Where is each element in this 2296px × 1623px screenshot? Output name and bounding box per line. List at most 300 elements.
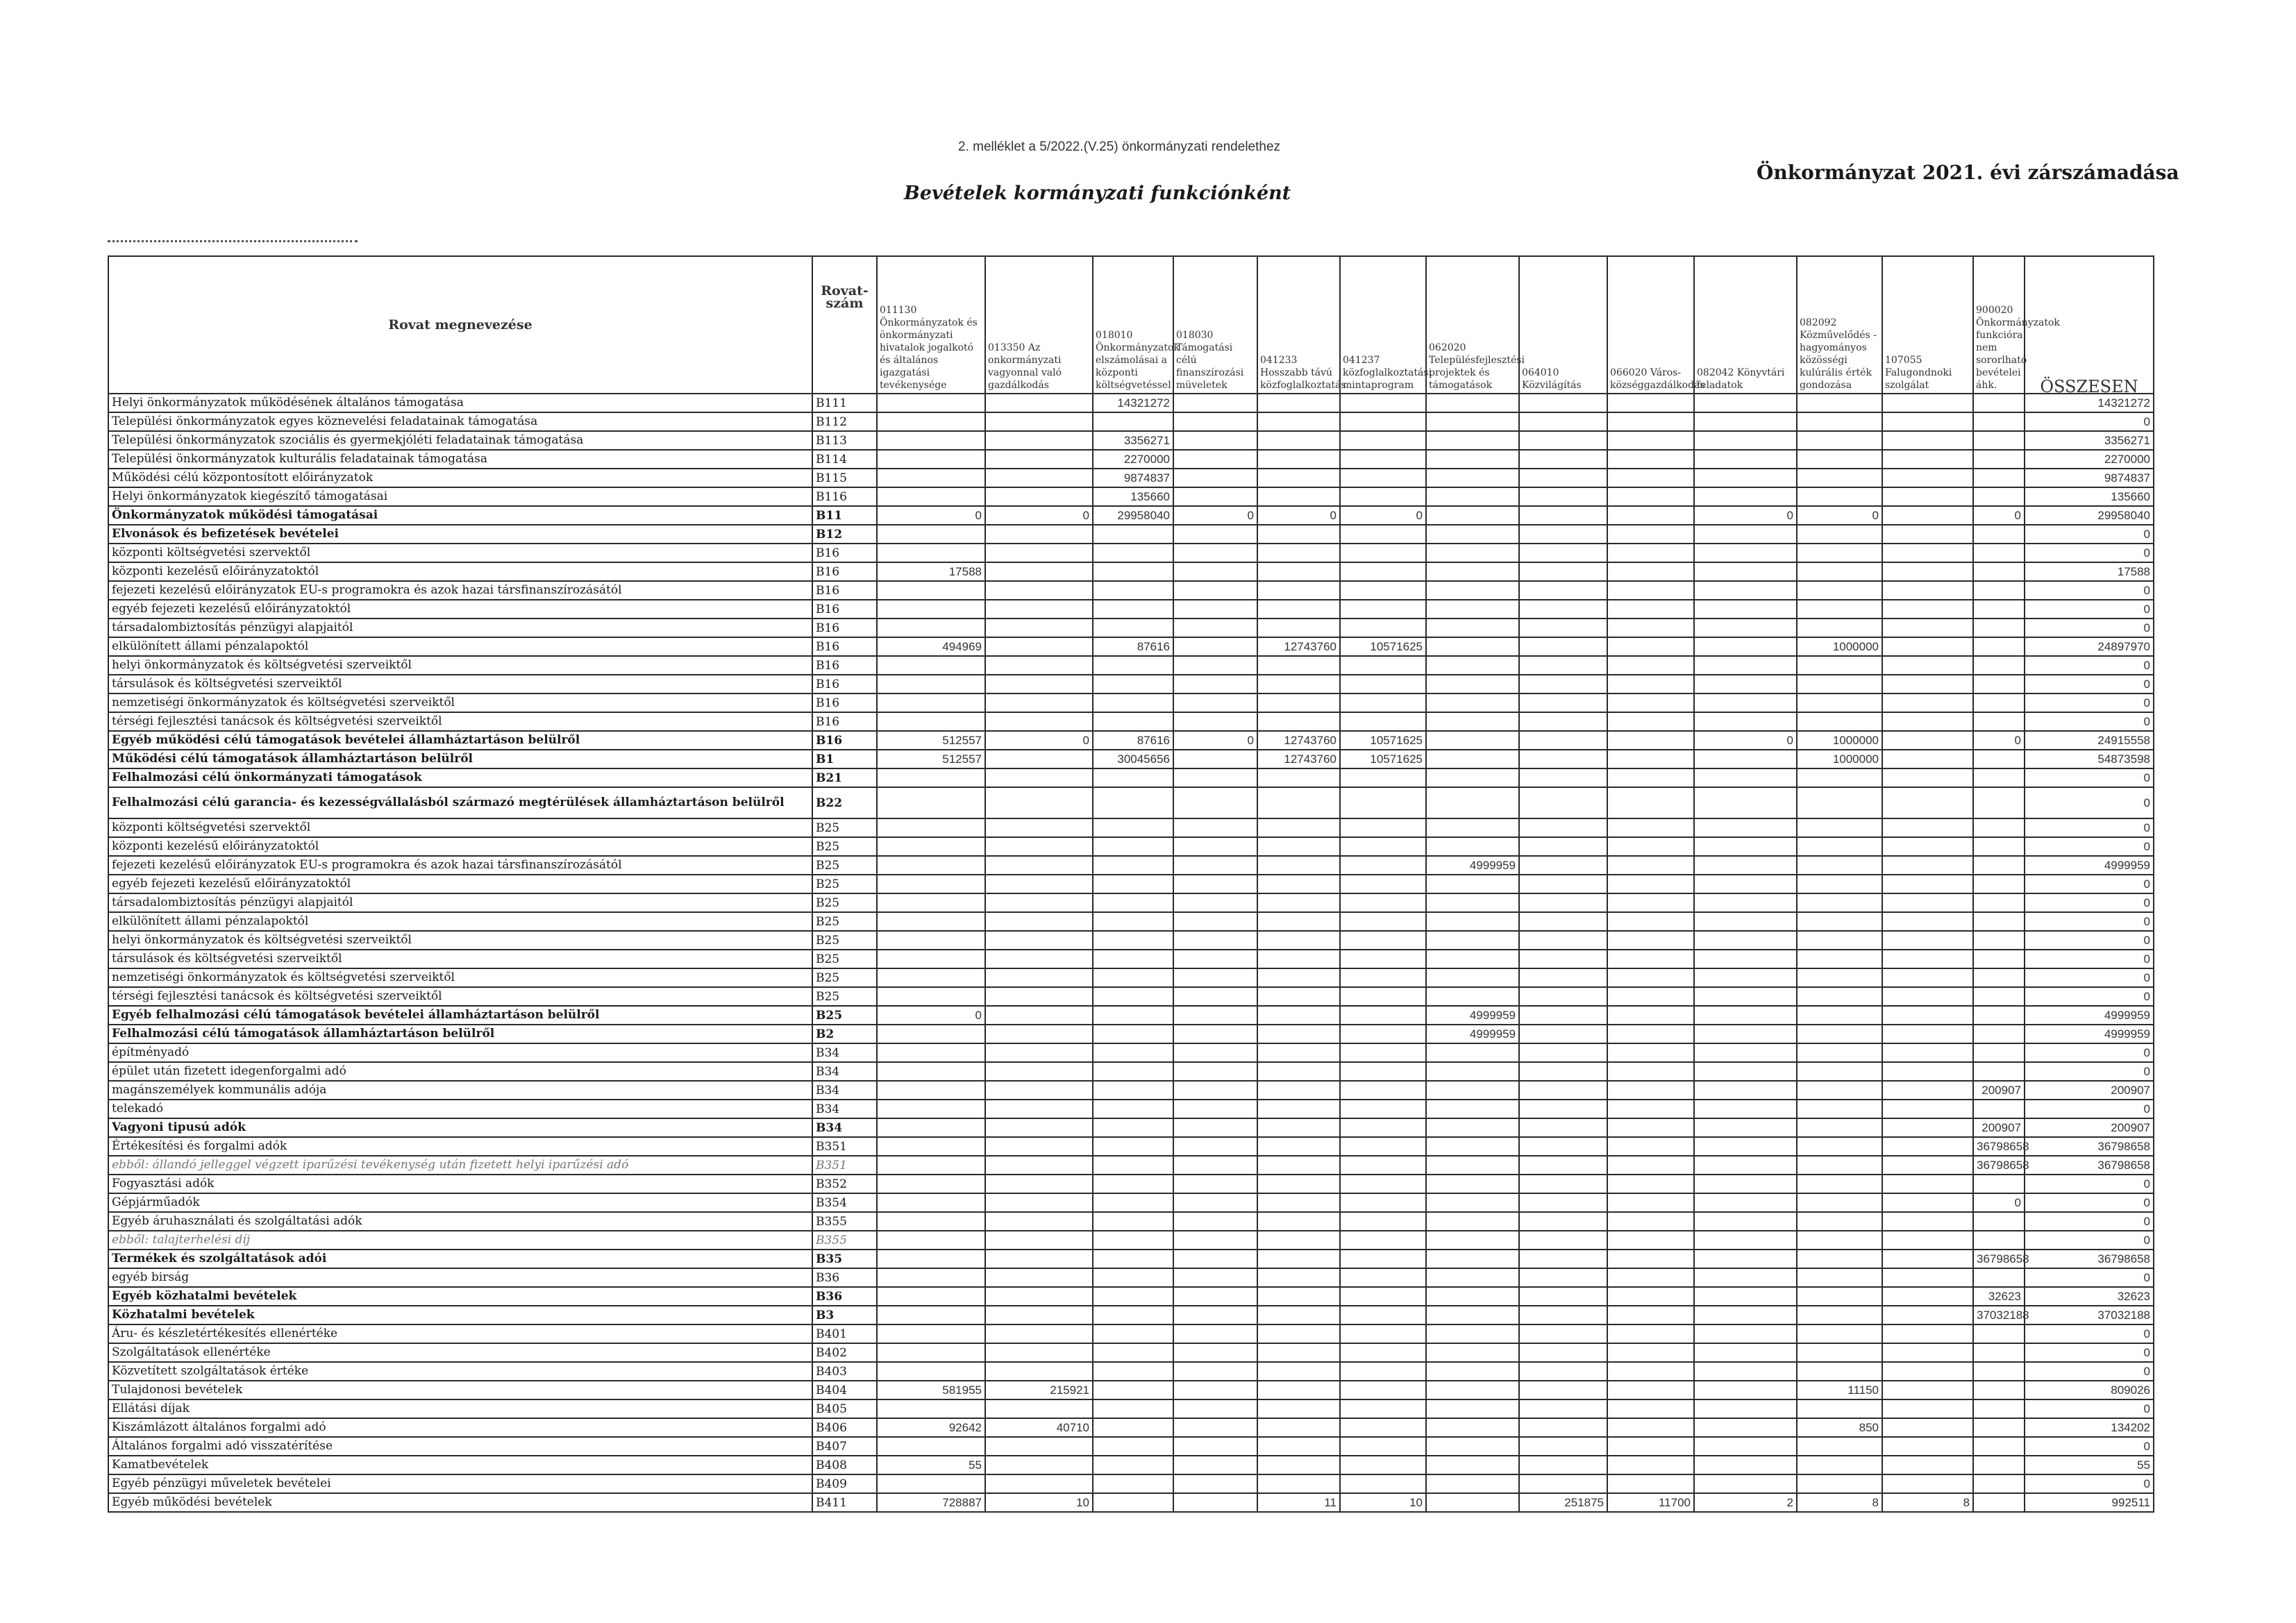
cell-value bbox=[1519, 750, 1607, 768]
row-code: B114 bbox=[812, 450, 877, 469]
cell-value bbox=[1882, 675, 1973, 693]
cell-value bbox=[1340, 1043, 1426, 1062]
column-header-function: 082092 Közművelődés - hagyományos közösségi kulúrális érték gondozása bbox=[1797, 256, 1882, 394]
cell-value bbox=[1426, 1231, 1519, 1250]
cell-value bbox=[1257, 1456, 1340, 1474]
cell-value bbox=[877, 656, 985, 675]
cell-value bbox=[985, 656, 1093, 675]
cell-value bbox=[1340, 987, 1426, 1006]
cell-value bbox=[1426, 1175, 1519, 1193]
cell-value bbox=[1426, 487, 1519, 506]
table-row bbox=[108, 1325, 2154, 1343]
column-header-function: 062020 Településfejlesztési projektek és támogatások bbox=[1426, 256, 1519, 394]
cell-value bbox=[985, 1081, 1093, 1100]
table-row bbox=[108, 1306, 2154, 1325]
cell-value bbox=[877, 1025, 985, 1043]
cell-value bbox=[1519, 637, 1607, 656]
cell-value bbox=[1607, 893, 1694, 912]
cell-value bbox=[877, 1231, 985, 1250]
cell-value bbox=[1519, 487, 1607, 506]
cell-value bbox=[1426, 1118, 1519, 1137]
cell-value bbox=[1257, 1118, 1340, 1137]
cell-value bbox=[1426, 693, 1519, 712]
cell-value bbox=[1607, 1062, 1694, 1081]
cell-value bbox=[1519, 931, 1607, 950]
cell-value: 37032188 bbox=[1973, 1306, 2025, 1325]
cell-value bbox=[1694, 1306, 1797, 1325]
cell-value bbox=[1426, 968, 1519, 987]
cell-value bbox=[985, 637, 1093, 656]
cell-value bbox=[1607, 412, 1694, 431]
cell-value bbox=[1093, 412, 1173, 431]
cell-value: 0 bbox=[1173, 506, 1257, 525]
row-code: B16 bbox=[812, 600, 877, 619]
cell-value bbox=[1882, 1006, 1973, 1025]
cell-value bbox=[1426, 837, 1519, 856]
cell-value: 200907 bbox=[1973, 1118, 2025, 1137]
table-body bbox=[108, 394, 2154, 1512]
cell-value bbox=[1257, 469, 1340, 487]
cell-value bbox=[985, 787, 1093, 818]
cell-value bbox=[1093, 893, 1173, 912]
cell-value bbox=[1426, 1193, 1519, 1212]
cell-value bbox=[1257, 487, 1340, 506]
cell-value bbox=[1607, 856, 1694, 875]
row-name: Helyi önkormányzatok működésének általános támogatása bbox=[108, 394, 812, 412]
cell-value bbox=[1173, 1212, 1257, 1231]
cell-total: 0 bbox=[2025, 931, 2154, 950]
cell-value bbox=[1882, 487, 1973, 506]
cell-value bbox=[1797, 968, 1882, 987]
cell-value bbox=[1797, 712, 1882, 731]
table-row bbox=[108, 1118, 2154, 1137]
cell-value bbox=[1340, 394, 1426, 412]
row-code: B36 bbox=[812, 1287, 877, 1306]
cell-value bbox=[985, 1362, 1093, 1381]
cell-value bbox=[1694, 1399, 1797, 1418]
row-code: B25 bbox=[812, 856, 877, 875]
cell-value: 251875 bbox=[1519, 1493, 1607, 1512]
cell-value: 2 bbox=[1694, 1493, 1797, 1512]
cell-total: 0 bbox=[2025, 818, 2154, 837]
row-name: egyéb birság bbox=[108, 1268, 812, 1287]
row-code: B16 bbox=[812, 712, 877, 731]
cell-value bbox=[1694, 637, 1797, 656]
cell-value: 512557 bbox=[877, 731, 985, 750]
cell-total: 0 bbox=[2025, 525, 2154, 544]
cell-value bbox=[1882, 1175, 1973, 1193]
cell-value bbox=[1882, 750, 1973, 768]
cell-value bbox=[985, 1212, 1093, 1231]
cell-value bbox=[877, 768, 985, 787]
cell-value bbox=[1257, 1043, 1340, 1062]
cell-value bbox=[1882, 600, 1973, 619]
cell-value bbox=[1797, 893, 1882, 912]
table-row bbox=[108, 1343, 2154, 1362]
cell-value: 0 bbox=[1973, 731, 2025, 750]
cell-value bbox=[1797, 1062, 1882, 1081]
table-row bbox=[108, 1437, 2154, 1456]
cell-value bbox=[1426, 1474, 1519, 1493]
table-row bbox=[108, 1474, 2154, 1493]
cell-value bbox=[1426, 875, 1519, 893]
cell-value bbox=[1797, 1343, 1882, 1362]
cell-value bbox=[1519, 856, 1607, 875]
cell-value bbox=[1973, 693, 2025, 712]
row-name: egyéb fejezeti kezelésű előirányzatoktól bbox=[108, 600, 812, 619]
crossed-out-text bbox=[108, 240, 358, 244]
cell-value bbox=[1797, 431, 1882, 450]
cell-value bbox=[1340, 1456, 1426, 1474]
table-row bbox=[108, 912, 2154, 931]
row-name: Felhalmozási célú támogatások államháztartáson belülről bbox=[108, 1025, 812, 1043]
row-code: B407 bbox=[812, 1437, 877, 1456]
cell-value bbox=[1257, 1006, 1340, 1025]
cell-value bbox=[1797, 1137, 1882, 1156]
cell-value bbox=[985, 1193, 1093, 1212]
row-code: B25 bbox=[812, 931, 877, 950]
table-row bbox=[108, 1493, 2154, 1512]
table-row bbox=[108, 656, 2154, 675]
cell-value bbox=[1519, 768, 1607, 787]
cell-total: 0 bbox=[2025, 1362, 2154, 1381]
cell-value bbox=[1607, 1399, 1694, 1418]
cell-value bbox=[1607, 675, 1694, 693]
cell-value: 10571625 bbox=[1340, 750, 1426, 768]
cell-value bbox=[1257, 656, 1340, 675]
cell-value bbox=[1882, 1250, 1973, 1268]
cell-value bbox=[1882, 562, 1973, 581]
cell-value bbox=[1173, 837, 1257, 856]
cell-value: 0 bbox=[1257, 506, 1340, 525]
cell-value bbox=[1607, 581, 1694, 600]
cell-value bbox=[1607, 1006, 1694, 1025]
cell-value bbox=[1340, 893, 1426, 912]
cell-value bbox=[1882, 1399, 1973, 1418]
cell-total: 135660 bbox=[2025, 487, 2154, 506]
cell-value bbox=[1973, 1362, 2025, 1381]
cell-value: 36798658 bbox=[1973, 1137, 2025, 1156]
cell-value bbox=[1694, 1043, 1797, 1062]
cell-value bbox=[1694, 1437, 1797, 1456]
cell-value bbox=[1257, 1325, 1340, 1343]
cell-value bbox=[1173, 675, 1257, 693]
column-header-function: 013350 Az onkormányzati vagyonnal való gazdálkodás bbox=[985, 256, 1093, 394]
cell-value bbox=[1093, 1287, 1173, 1306]
cell-value bbox=[1173, 394, 1257, 412]
cell-value: 36798658 bbox=[1973, 1156, 2025, 1175]
row-name: Egyéb áruhasználati és szolgáltatási adók bbox=[108, 1212, 812, 1231]
cell-value bbox=[877, 818, 985, 837]
cell-value bbox=[1257, 525, 1340, 544]
cell-value bbox=[1973, 968, 2025, 987]
cell-value bbox=[1257, 1156, 1340, 1175]
cell-value bbox=[1882, 1212, 1973, 1231]
cell-total: 0 bbox=[2025, 600, 2154, 619]
cell-value bbox=[1607, 1250, 1694, 1268]
row-name: elkülönített állami pénzalapoktól bbox=[108, 912, 812, 931]
cell-value bbox=[1340, 1362, 1426, 1381]
row-name: Egyéb működési célú támogatások bevételei államháztartáson belülről bbox=[108, 731, 812, 750]
row-code: B113 bbox=[812, 431, 877, 450]
cell-value bbox=[1093, 1474, 1173, 1493]
cell-value bbox=[1426, 1325, 1519, 1343]
cell-value bbox=[1882, 412, 1973, 431]
cell-value bbox=[1340, 856, 1426, 875]
cell-value: 8 bbox=[1882, 1493, 1973, 1512]
cell-value bbox=[1519, 1118, 1607, 1137]
cell-value bbox=[1519, 1231, 1607, 1250]
cell-value bbox=[1882, 693, 1973, 712]
table-row bbox=[108, 450, 2154, 469]
cell-value bbox=[1694, 1343, 1797, 1362]
cell-value bbox=[1426, 544, 1519, 562]
cell-value bbox=[1340, 1381, 1426, 1399]
cell-value bbox=[1519, 431, 1607, 450]
cell-value bbox=[1093, 600, 1173, 619]
cell-value: 4999959 bbox=[1426, 1006, 1519, 1025]
cell-total: 134202 bbox=[2025, 1418, 2154, 1437]
cell-value bbox=[1519, 412, 1607, 431]
cell-value bbox=[1257, 1381, 1340, 1399]
cell-value bbox=[877, 450, 985, 469]
cell-value bbox=[1257, 431, 1340, 450]
cell-value bbox=[1607, 1456, 1694, 1474]
cell-value bbox=[1426, 1437, 1519, 1456]
cell-value bbox=[1607, 1381, 1694, 1399]
row-name: központi kezelésű előirányzatoktól bbox=[108, 562, 812, 581]
cell-value bbox=[877, 469, 985, 487]
column-header-function: 900020 Önkormányzatok funkcióra nem sororlható bevételei áhk. bbox=[1973, 256, 2025, 394]
row-code: B16 bbox=[812, 656, 877, 675]
cell-value bbox=[1426, 412, 1519, 431]
cell-value bbox=[1882, 506, 1973, 525]
cell-value bbox=[1694, 394, 1797, 412]
cell-value bbox=[1257, 987, 1340, 1006]
cell-value bbox=[1093, 525, 1173, 544]
cell-total: 0 bbox=[2025, 412, 2154, 431]
cell-value bbox=[1694, 1006, 1797, 1025]
row-name: központi kezelésű előirányzatoktól bbox=[108, 837, 812, 856]
cell-total: 200907 bbox=[2025, 1118, 2154, 1137]
cell-value bbox=[1173, 1456, 1257, 1474]
table-row bbox=[108, 1287, 2154, 1306]
cell-value bbox=[985, 693, 1093, 712]
cell-value bbox=[877, 600, 985, 619]
cell-value bbox=[1882, 1062, 1973, 1081]
cell-value bbox=[1694, 1212, 1797, 1231]
cell-value bbox=[1426, 750, 1519, 768]
cell-value bbox=[1093, 1175, 1173, 1193]
row-code: B25 bbox=[812, 912, 877, 931]
column-header-function: 018030 Támogatási célú finanszírozási müveletek bbox=[1173, 256, 1257, 394]
cell-total: 4999959 bbox=[2025, 1025, 2154, 1043]
cell-value: 14321272 bbox=[1093, 394, 1173, 412]
cell-value: 200907 bbox=[1973, 1081, 2025, 1100]
cell-total: 0 bbox=[2025, 912, 2154, 931]
cell-value bbox=[1694, 893, 1797, 912]
cell-value bbox=[1426, 1100, 1519, 1118]
cell-value bbox=[1797, 544, 1882, 562]
cell-value: 87616 bbox=[1093, 731, 1173, 750]
cell-value bbox=[1257, 1175, 1340, 1193]
cell-total: 0 bbox=[2025, 1043, 2154, 1062]
cell-value bbox=[1519, 1193, 1607, 1212]
cell-value bbox=[1173, 450, 1257, 469]
cell-value bbox=[1607, 1268, 1694, 1287]
row-name: Fogyasztási adók bbox=[108, 1175, 812, 1193]
cell-value bbox=[1519, 693, 1607, 712]
cell-value bbox=[1694, 525, 1797, 544]
cell-value bbox=[1694, 912, 1797, 931]
cell-value: 0 bbox=[1694, 506, 1797, 525]
cell-value bbox=[1173, 581, 1257, 600]
cell-value bbox=[1340, 1118, 1426, 1137]
cell-value bbox=[1797, 450, 1882, 469]
row-name: Kiszámlázott általános forgalmi adó bbox=[108, 1418, 812, 1437]
cell-total: 29958040 bbox=[2025, 506, 2154, 525]
cell-value bbox=[1973, 412, 2025, 431]
cell-value bbox=[1882, 469, 1973, 487]
cell-value bbox=[1257, 1250, 1340, 1268]
cell-value: 32623 bbox=[1973, 1287, 2025, 1306]
cell-value bbox=[1694, 1268, 1797, 1287]
cell-value bbox=[1426, 506, 1519, 525]
cell-value bbox=[1607, 712, 1694, 731]
cell-value bbox=[1093, 1043, 1173, 1062]
row-name: társulások és költségvetési szerveiktől bbox=[108, 675, 812, 693]
cell-value bbox=[1973, 1474, 2025, 1493]
table-row bbox=[108, 1362, 2154, 1381]
cell-value bbox=[985, 469, 1093, 487]
row-name: helyi önkormányzatok és költségvetési szerveiktől bbox=[108, 931, 812, 950]
cell-value bbox=[1426, 912, 1519, 931]
cell-value bbox=[1607, 818, 1694, 837]
row-code: B25 bbox=[812, 875, 877, 893]
cell-value bbox=[1340, 431, 1426, 450]
cell-value bbox=[1694, 987, 1797, 1006]
cell-value bbox=[1797, 693, 1882, 712]
cell-value bbox=[1973, 394, 2025, 412]
cell-value bbox=[1340, 562, 1426, 581]
cell-value bbox=[985, 450, 1093, 469]
cell-value: 4999959 bbox=[1426, 1025, 1519, 1043]
cell-value bbox=[1694, 750, 1797, 768]
cell-value bbox=[1173, 1325, 1257, 1343]
cell-value bbox=[1973, 675, 2025, 693]
cell-value bbox=[1973, 581, 2025, 600]
cell-value: 0 bbox=[985, 731, 1093, 750]
cell-value bbox=[1093, 1456, 1173, 1474]
cell-value bbox=[1882, 1025, 1973, 1043]
cell-total: 32623 bbox=[2025, 1287, 2154, 1306]
cell-value bbox=[1340, 1418, 1426, 1437]
cell-value bbox=[1797, 1325, 1882, 1343]
table-row bbox=[108, 750, 2154, 768]
cell-value bbox=[877, 1250, 985, 1268]
cell-value bbox=[1694, 562, 1797, 581]
cell-value bbox=[1173, 931, 1257, 950]
cell-value: 135660 bbox=[1093, 487, 1173, 506]
cell-value bbox=[1340, 1081, 1426, 1100]
cell-total: 36798658 bbox=[2025, 1250, 2154, 1268]
cell-value bbox=[1093, 1250, 1173, 1268]
cell-value bbox=[1093, 837, 1173, 856]
cell-value bbox=[1882, 1381, 1973, 1399]
cell-value bbox=[1973, 987, 2025, 1006]
cell-value bbox=[1797, 1231, 1882, 1250]
cell-value bbox=[1694, 1287, 1797, 1306]
row-code: B401 bbox=[812, 1325, 877, 1343]
cell-value bbox=[1093, 1493, 1173, 1512]
row-name: Működési célú központosított előirányzatok bbox=[108, 469, 812, 487]
cell-value bbox=[1973, 487, 2025, 506]
row-code: B1 bbox=[812, 750, 877, 768]
cell-value bbox=[1607, 487, 1694, 506]
cell-value bbox=[877, 787, 985, 818]
cell-value bbox=[1426, 637, 1519, 656]
row-code: B34 bbox=[812, 1043, 877, 1062]
row-code: B16 bbox=[812, 731, 877, 750]
cell-value bbox=[1973, 600, 2025, 619]
cell-value: 0 bbox=[985, 506, 1093, 525]
table-row bbox=[108, 875, 2154, 893]
cell-value: 850 bbox=[1797, 1418, 1882, 1437]
cell-value bbox=[1173, 1268, 1257, 1287]
cell-value bbox=[1340, 1100, 1426, 1118]
row-code: B355 bbox=[812, 1212, 877, 1231]
cell-value bbox=[1973, 656, 2025, 675]
cell-value bbox=[985, 768, 1093, 787]
cell-value bbox=[877, 987, 985, 1006]
header-row bbox=[108, 256, 2154, 394]
cell-value bbox=[1882, 544, 1973, 562]
cell-value: 10571625 bbox=[1340, 731, 1426, 750]
cell-value bbox=[1973, 1231, 2025, 1250]
cell-value bbox=[1694, 675, 1797, 693]
cell-value bbox=[1797, 987, 1882, 1006]
column-header-code: Rovat-szám bbox=[812, 256, 877, 394]
cell-value bbox=[1519, 1362, 1607, 1381]
cell-value bbox=[1093, 1100, 1173, 1118]
cell-value bbox=[985, 562, 1093, 581]
cell-value bbox=[1257, 1437, 1340, 1456]
cell-total: 36798658 bbox=[2025, 1156, 2154, 1175]
cell-value bbox=[1607, 1287, 1694, 1306]
cell-value bbox=[1173, 1343, 1257, 1362]
cell-value bbox=[1519, 1156, 1607, 1175]
cell-value bbox=[1257, 912, 1340, 931]
cell-total: 54873598 bbox=[2025, 750, 2154, 768]
cell-value bbox=[1173, 1306, 1257, 1325]
cell-value bbox=[985, 1006, 1093, 1025]
cell-total: 0 bbox=[2025, 656, 2154, 675]
cell-value bbox=[985, 931, 1093, 950]
cell-value bbox=[1519, 787, 1607, 818]
row-code: B354 bbox=[812, 1193, 877, 1212]
cell-value bbox=[1519, 1025, 1607, 1043]
cell-value bbox=[1882, 731, 1973, 750]
cell-value bbox=[1173, 987, 1257, 1006]
cell-value bbox=[1694, 469, 1797, 487]
cell-value bbox=[1257, 1025, 1340, 1043]
cell-value: 0 bbox=[877, 506, 985, 525]
cell-value bbox=[1519, 450, 1607, 469]
cell-value bbox=[1093, 675, 1173, 693]
cell-value bbox=[1093, 1306, 1173, 1325]
cell-value: 17588 bbox=[877, 562, 985, 581]
cell-value bbox=[877, 1437, 985, 1456]
